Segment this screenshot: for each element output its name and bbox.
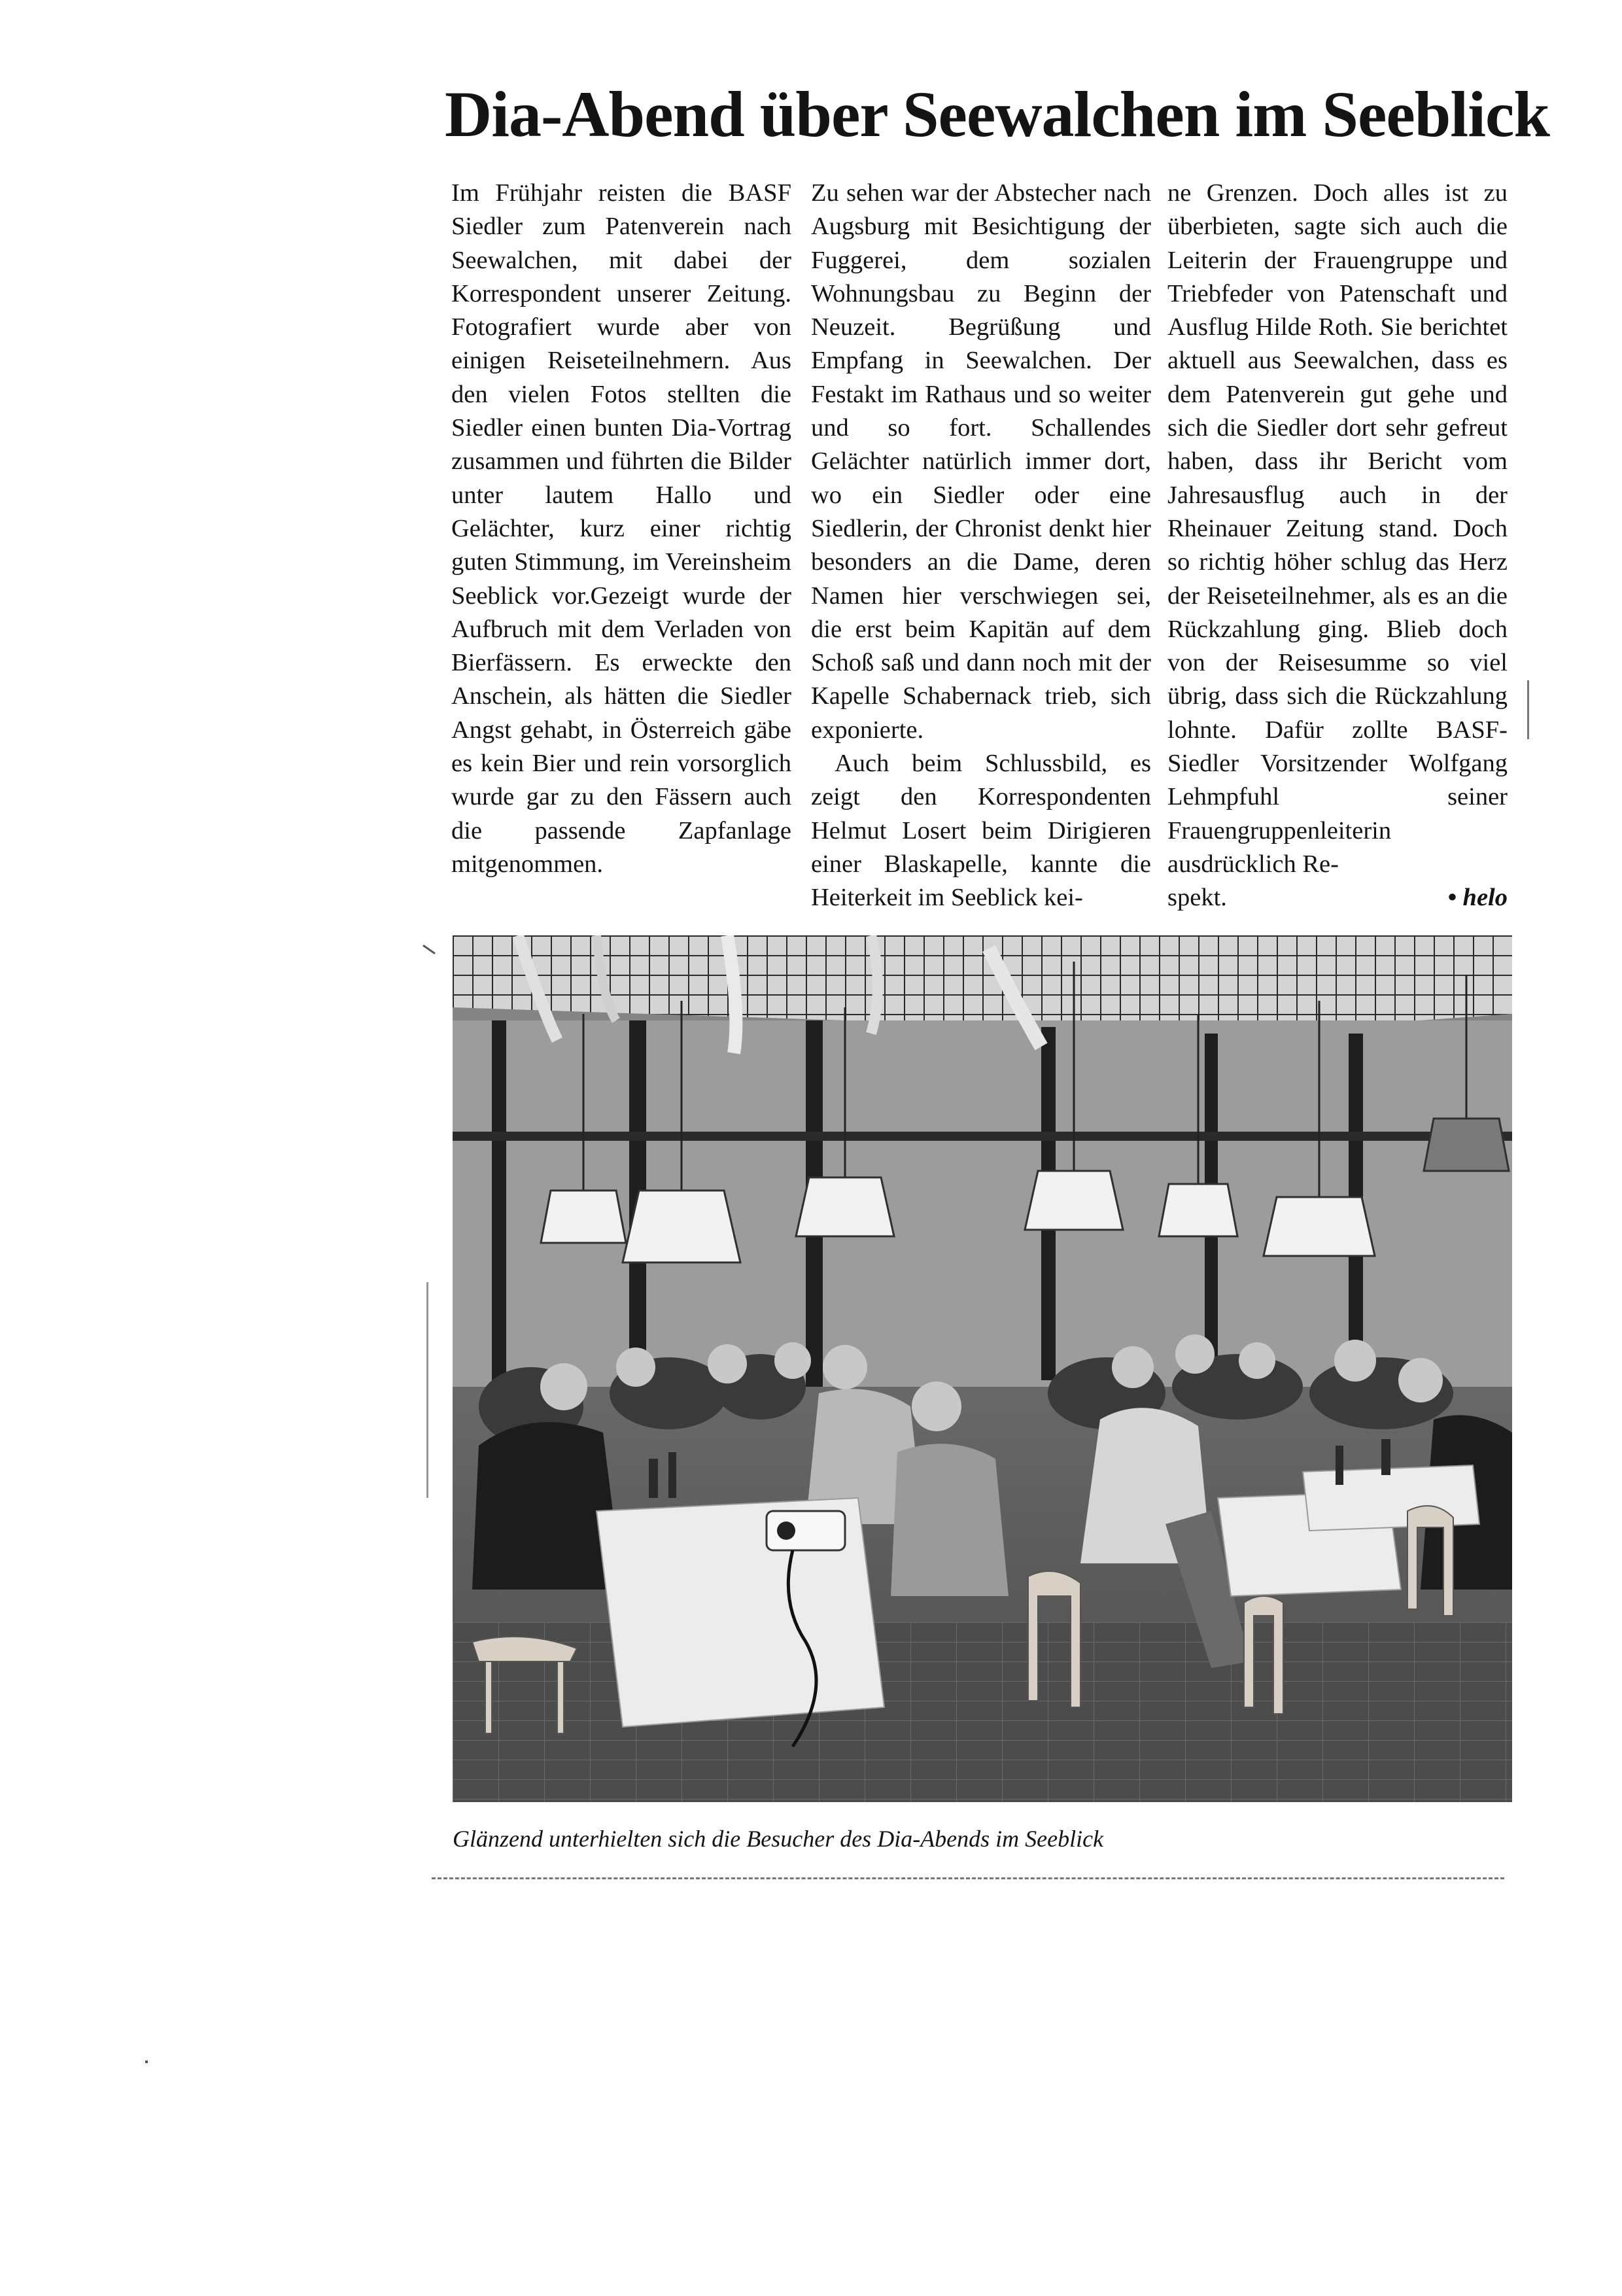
article-column-2 [811,177,1151,915]
article-photo [453,935,1512,1802]
article-column-1 [451,177,791,881]
scan-speck [423,945,436,954]
byline: • helo [1447,884,1508,912]
column-2-paragraph-1: Zu sehen war der Abstecher nach Augsburg mit Besichtigung der Fuggerei, dem sozialen Wohnungsbau zu Beginn der Neuzeit. Begrüßung und Empfang in Seewalchen. Der Festakt im Rathaus und so weiter und so fort. Schallendes Gelächter natürlich immer dort, wo ein Siedler oder eine Siedlerin, der Chronist denkt hier besonders an die Dame, deren Namen hier verschwiegen sei, die erst beim Kapitän auf dem Schoß saß und dann noch mit der Kapelle Schabernack trieb, sich exponierte. [811,179,1151,744]
column-1-text: Im Frühjahr reisten die BASF Siedler zum Patenverein nach Seewalchen, mit dabei der Korrespondent unserer Zeitung. Fotografiert wurde aber von einigen Reiseteilnehmern. Aus den vielen Fotos stellten die Siedler einen bunten Dia-Vortrag zusammen und führten die Bilder unter lautem Hallo und Gelächter, kurz einer richtig guten Stimmung, im Vereinsheim Seeblick vor.Gezeigt wurde der Aufbruch mit dem Verladen von Bierfässern. Es erweckte den Anschein, als hätten die Siedler Angst gehabt, in Österreich gäbe es kein Bier und rein vorsorglich wurde gar zu den Fässern auch die passende Zapfanlage mitgenommen. [451,179,791,878]
dashed-divider [432,1877,1504,1879]
column-2-paragraph-2: Auch beim Schlussbild, es zeigt den Korrespondenten Helmut Losert beim Dirigieren einer Blaskapelle, kannte die Heiterkeit im Seeblick kei- [811,750,1151,912]
scan-edge-line [426,1282,428,1498]
photo-caption: Glänzend unterhielten sich die Besucher des Dia-Abends im Seeblick [453,1826,1104,1852]
column-3-last-line [1167,881,1508,914]
article-column-3 [1167,177,1508,915]
scan-margin-marks [1527,680,1529,739]
scan-dot [145,2061,148,2063]
restaurant-photo-illustration [453,935,1512,1802]
column-3-paragraph-1: ne Grenzen. Doch alles ist zu überbieten, sagte sich auch die Leiterin der Frauengruppe und Triebfeder von Patenschaft und Ausflug Hilde Roth. Sie berichtet aktuell aus Seewalchen, dass es dem Patenverein gut gehe und sich die Siedler dort sehr gefreut haben, dass ihr Bericht vom Jahresausflug auch in der Rheinauer Zeitung stand. Doch so richtig höher schlug das Herz der Reiseteilnehmer, als es an die Rückzahlung ging. Blieb doch von der Reisesumme so viel übrig, dass sich die Rückzahlung lohnte. Dafür zollte BASF-Siedler Vorsitzender Wolfgang Lehmpfuhl seiner Frauengruppenleiterin ausdrücklich Re- [1167,179,1508,878]
column-3-closing-word: spekt. [1167,884,1227,912]
headline: Dia-Abend über Seewalchen im Seeblick [445,78,1549,150]
